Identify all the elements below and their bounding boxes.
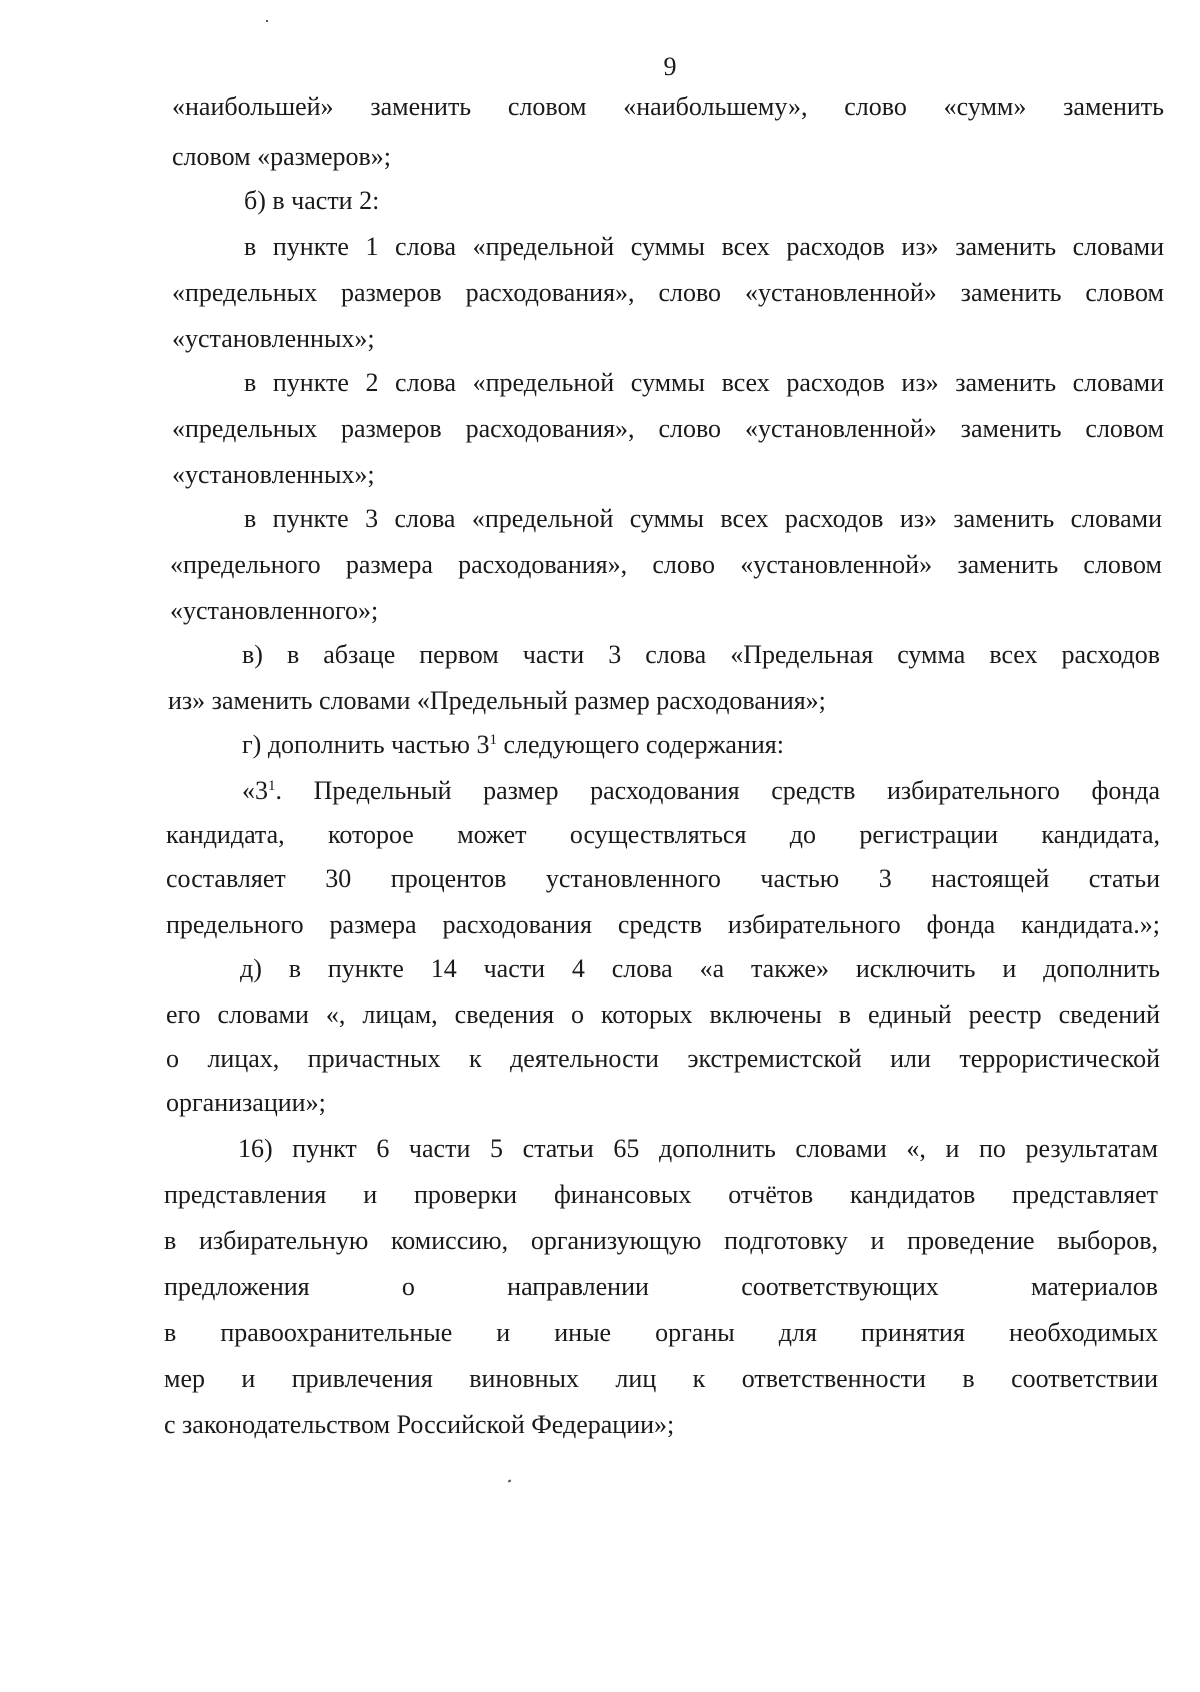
text-line: «установленных»;	[172, 460, 375, 489]
text-line: «установленных»;	[172, 324, 375, 353]
text-fragment: следующего содержания:	[496, 730, 784, 759]
page-number: 9	[663, 52, 677, 81]
text-line	[242, 776, 1160, 806]
text-fragment: . Предельный размер расходования средств избирательного фонда	[275, 776, 1160, 805]
text-line: предельного размера расходования средств избирательного фонда кандидата.»;	[166, 910, 1160, 939]
text-line: в правоохранительные и иные органы для принятия необходимых	[164, 1318, 1158, 1347]
text-line: мер и привлечения виновных лиц к ответственности в соответствии	[164, 1364, 1158, 1393]
text-line: предложения о направлении соответствующих материалов	[164, 1272, 1158, 1301]
text-line: «наибольшей» заменить словом «наибольшему», слово «сумм» заменить	[172, 92, 1164, 121]
text-line: «предельных размеров расходования», слово «установленной» заменить словом	[172, 278, 1164, 307]
text-line: представления и проверки финансовых отчётов кандидатов представляет	[164, 1180, 1158, 1209]
text-line: «предельного размера расходования», слово «установленной» заменить словом	[170, 550, 1162, 579]
text-line: б) в части 2:	[244, 186, 380, 215]
text-fragment: г) дополнить частью 3	[242, 730, 490, 759]
text-fragment: «3	[242, 776, 268, 805]
text-line: словом «размеров»;	[172, 142, 392, 171]
text-line: в пункте 1 слова «предельной суммы всех расходов из» заменить словами	[244, 232, 1164, 261]
text-line: «предельных размеров расходования», слово «установленной» заменить словом	[172, 414, 1164, 443]
text-line: из» заменить словами «Предельный размер расходования»;	[168, 686, 826, 715]
scan-speck	[508, 1479, 512, 1482]
text-line: «установленного»;	[170, 596, 379, 625]
superscript-mark: 1	[268, 778, 276, 794]
text-line: в пункте 3 слова «предельной суммы всех расходов из» заменить словами	[244, 504, 1162, 533]
text-line: о лицах, причастных к деятельности экстремистской или террористической	[166, 1044, 1160, 1073]
text-line: в пункте 2 слова «предельной суммы всех расходов из» заменить словами	[244, 368, 1164, 397]
text-line: кандидата, которое может осуществляться до регистрации кандидата,	[166, 820, 1160, 849]
text-line	[242, 730, 784, 760]
text-line: д) в пункте 14 части 4 слова «а также» исключить и дополнить	[240, 954, 1160, 983]
text-line: составляет 30 процентов установленного частью 3 настоящей статьи	[166, 864, 1160, 893]
text-line: организации»;	[166, 1088, 326, 1117]
text-line: его словами «, лицам, сведения о которых включены в единый реестр сведений	[166, 1000, 1160, 1029]
text-line: 16) пункт 6 части 5 статьи 65 дополнить словами «, и по результатам	[238, 1134, 1158, 1163]
scan-speck	[266, 20, 268, 22]
text-line: в) в абзаце первом части 3 слова «Предельная сумма всех расходов	[242, 640, 1160, 669]
text-line: с законодательством Российской Федерации»;	[164, 1410, 675, 1439]
text-line: в избирательную комиссию, организующую подготовку и проведение выборов,	[164, 1226, 1158, 1255]
superscript-mark: 1	[489, 732, 497, 748]
